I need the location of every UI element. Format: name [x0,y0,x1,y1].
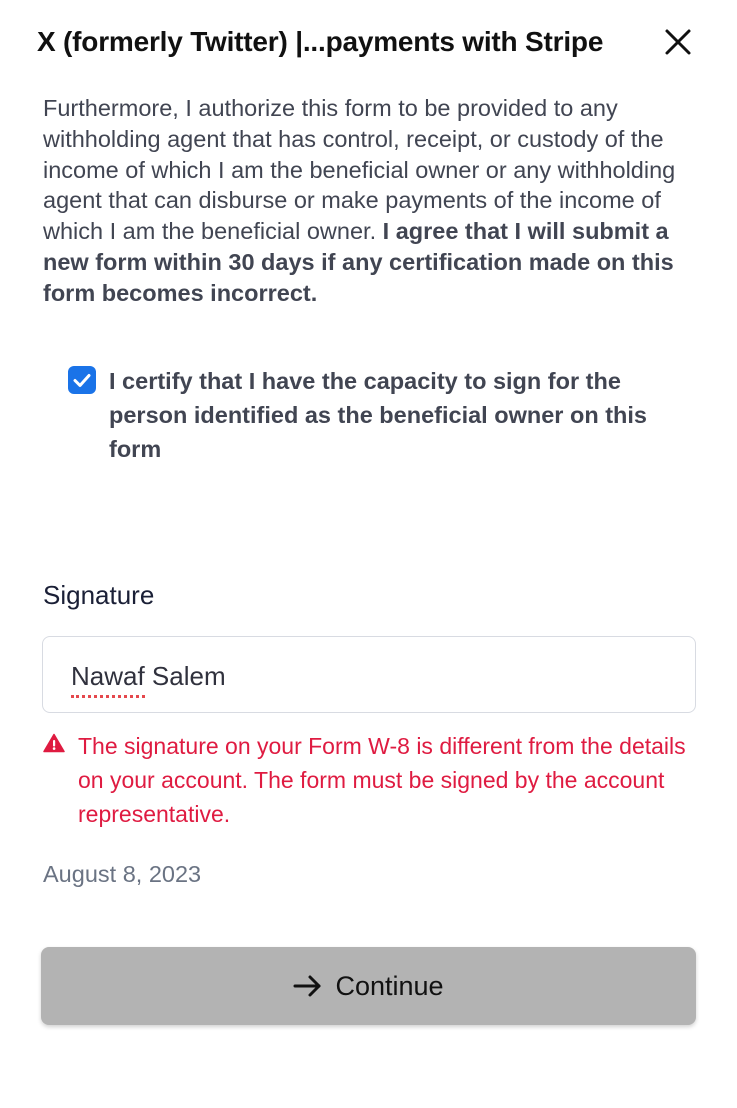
continue-button[interactable] [41,947,696,1025]
error-message: The signature on your Form W-8 is different from the details on your account. The form must be signed by the account representative. [78,733,686,827]
signature-input[interactable] [42,636,696,713]
checkmark-icon [68,366,96,394]
certify-label[interactable]: I certify that I have the capacity to sign for the person identified as the beneficial owner on this form [109,368,647,462]
signature-label: Signature [43,580,155,610]
authorization-paragraph [43,93,703,309]
authorization-bold-text: I agree that I will submit a new form within 30 days if any certification made on this form becomes incorrect. [43,218,674,306]
signature-first-name: Nawaf [71,661,145,691]
close-icon[interactable] [660,24,696,60]
authorization-text: Furthermore, I authorize this form to be provided to any withholding agent that has control, receipt, or custody of the income of which I am the beneficial owner or any withholding agent that can disburse or make payments of the income of which I am the beneficial owner. [43,95,676,245]
continue-label: Continue [335,970,444,1001]
arrow-right-icon [293,974,323,998]
signature-date: August 8, 2023 [43,861,202,887]
continue-content [293,971,443,1002]
close-button[interactable] [660,24,696,60]
modal-header [0,0,737,88]
certify-checkbox[interactable] [68,366,96,394]
signature-last-name: Salem [144,661,226,691]
modal-title: X (formerly Twitter) |...payments with Stripe [37,26,604,57]
warning-icon [43,733,65,753]
signature-value[interactable] [71,661,226,692]
